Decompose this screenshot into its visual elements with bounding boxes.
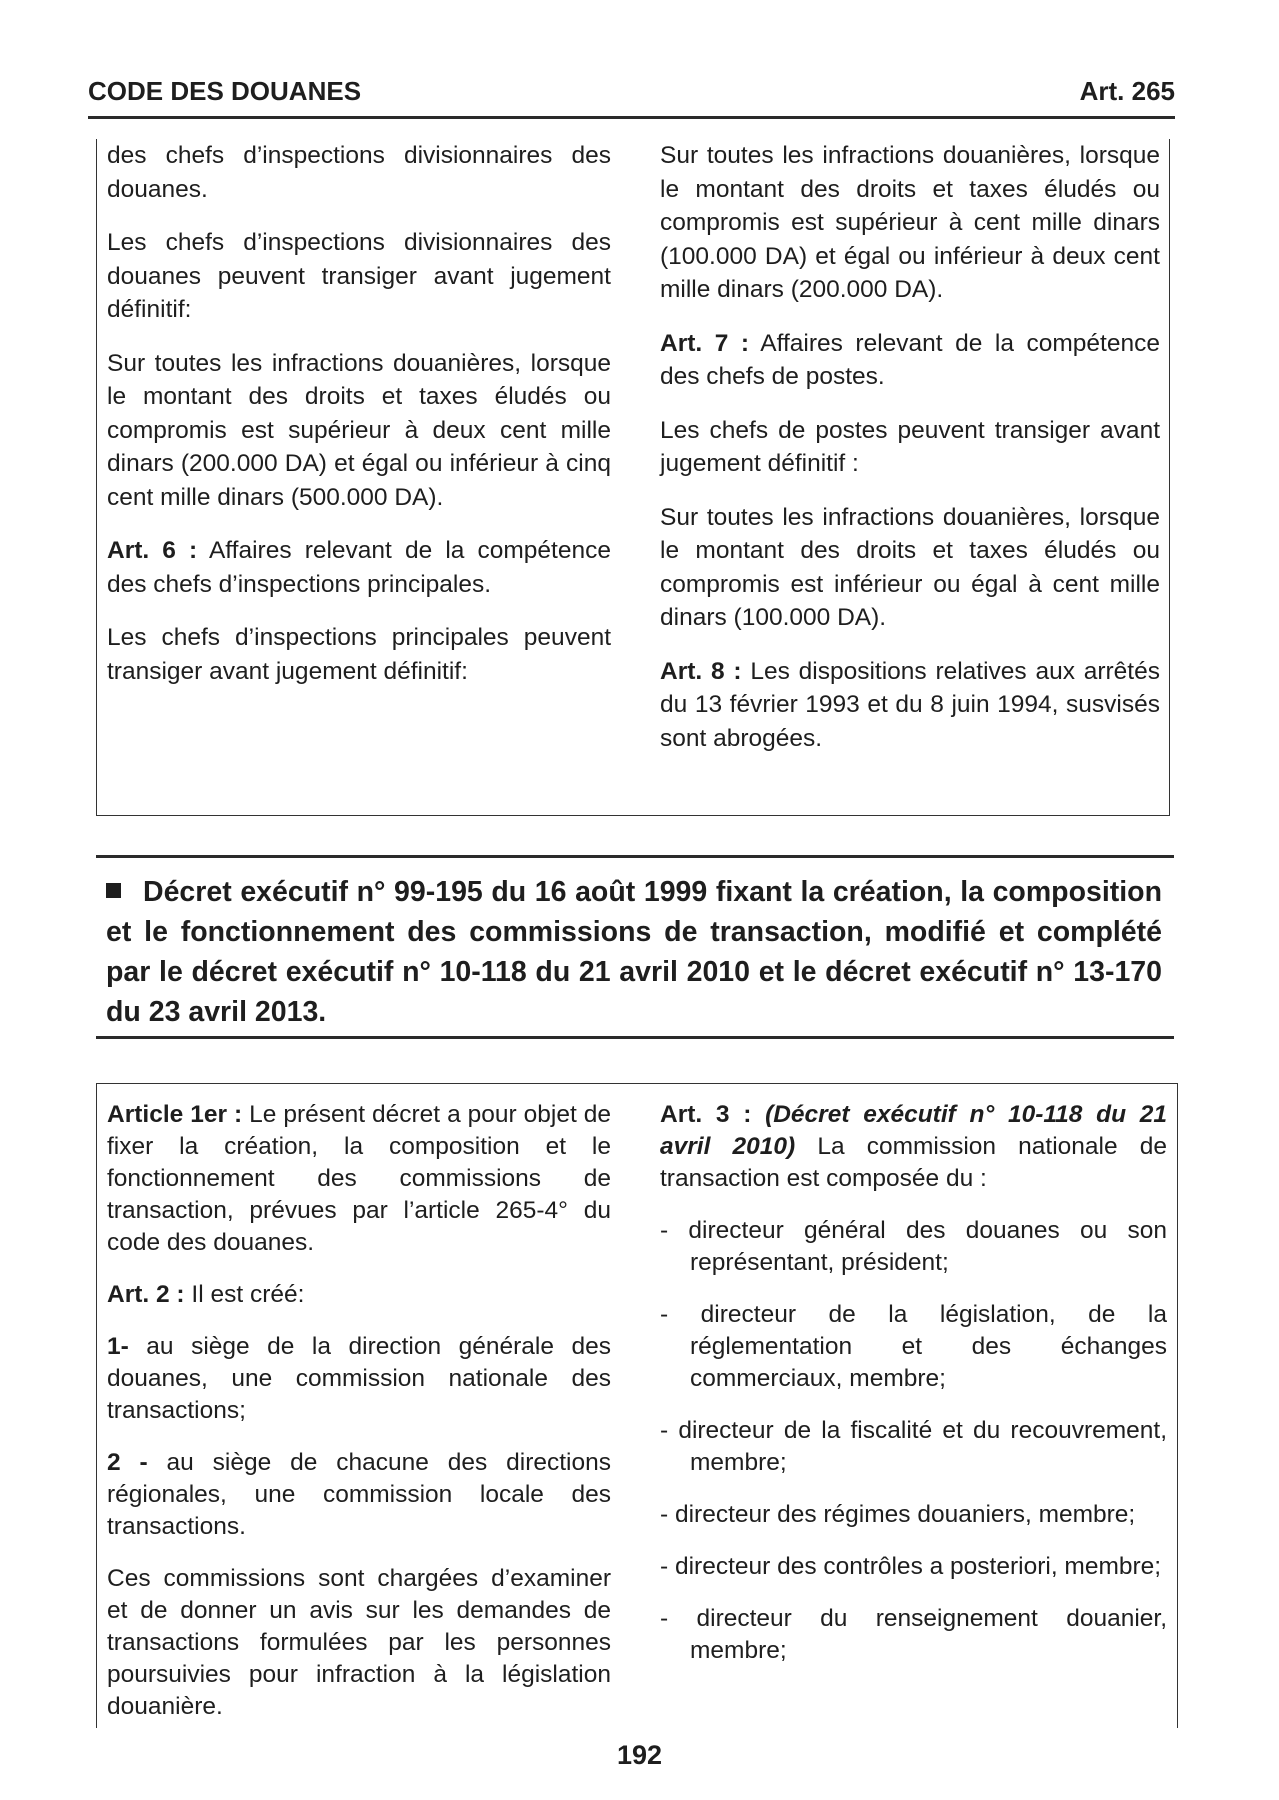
paragraph: Ces commissions sont chargées d’examiner et de donner un avis sur les demandes de transactions formulées par les personnes poursuivies pour infraction à la législation douanière. <box>107 1565 611 1720</box>
member-item: - directeur des contrôles a posteriori, membre; <box>660 1553 1162 1580</box>
member-item: - directeur de la législation, de la réglementation et des échanges commerciaux, membre; <box>660 1301 1167 1392</box>
upper-left-column <box>107 139 611 688</box>
running-title: CODE DES DOUANES <box>88 76 362 106</box>
article-text: Les dispositions relatives aux arrêtés du 13 février 1993 et du 8 juin 1994, susvisés sont abrogées. <box>660 657 1160 752</box>
decree-heading <box>96 855 1174 1039</box>
article-text: Il est créé: <box>184 1281 305 1308</box>
article-1 <box>107 1099 611 1259</box>
paragraph: Les chefs d’inspections divisionnaires des douanes peuvent transiger avant jugement définitif: <box>107 229 611 323</box>
decree-title: Décret exécutif n° 99-195 du 16 août 1999 fixant la création, la composition et le fonctionnement des commissions de transaction, modifié et complété par le décret exécutif n° 10-118 du 21 avril 2010 et le décret exécutif n° 13-170 du 23 avril 2013. <box>106 876 1162 1028</box>
item-label: 1- <box>107 1333 129 1360</box>
item-label: 2 - <box>107 1449 148 1476</box>
member-item: - directeur des régimes douaniers, membre; <box>660 1501 1136 1528</box>
member-item: - directeur général des douanes ou son représentant, président; <box>660 1217 1167 1276</box>
page-header <box>88 76 1175 119</box>
article-reference: (Décret exécutif n° 10-118 du 21 avril 2010) <box>660 1101 1167 1160</box>
item-text: au siège de chacune des directions régionales, une commission locale des transactions. <box>107 1449 611 1540</box>
member-item: - directeur de la fiscalité et du recouvrement, membre; <box>660 1417 1167 1476</box>
list-item <box>107 1331 611 1427</box>
article-2 <box>107 1279 611 1311</box>
list-item <box>107 1447 611 1543</box>
paragraph: Sur toutes les infractions douanières, lorsque le montant des droits et taxes éludés ou compromis est inférieur ou égal à cent mille dinars (100.000 DA). <box>660 503 1160 631</box>
upper-text-box <box>96 139 1170 816</box>
article-6 <box>107 534 611 601</box>
article-7 <box>660 327 1160 394</box>
upper-right-column <box>660 139 1160 755</box>
article-reference: Art. 265 <box>1079 76 1175 106</box>
square-bullet-icon <box>106 883 121 898</box>
lower-text-box <box>96 1083 1178 1728</box>
paragraph: des chefs d’inspections divisionnaires des douanes. <box>107 142 611 203</box>
article-text: Affaires relevant de la compétence des chefs de postes. <box>660 329 1160 390</box>
article-8 <box>660 655 1160 756</box>
decree-title-block <box>106 872 1162 1032</box>
article-label: Art. 8 : <box>660 657 742 685</box>
paragraph: Les chefs de postes peuvent transiger avant jugement définitif : <box>660 416 1160 477</box>
item-text: au siège de la direction générale des douanes, une commission nationale des transactions; <box>107 1333 611 1424</box>
article-text: La commission nationale de transaction est composée du : <box>660 1133 1167 1192</box>
lower-right-column <box>660 1099 1167 1667</box>
article-text: Le présent décret a pour objet de fixer la création, la composition et le fonctionnement des commissions de transaction, prévues par l’article 265-4° du code des douanes. <box>107 1101 611 1256</box>
paragraph: Sur toutes les infractions douanières, lorsque le montant des droits et taxes éludés ou compromis est supérieur à deux cent mille dinars (200.000 DA) et égal ou inférieur à cinq cent mille dinars (500.000 DA). <box>107 349 611 511</box>
paragraph: Sur toutes les infractions douanières, lorsque le montant des droits et taxes éludés ou compromis est supérieur à cent mille dinars (100.000 DA) et égal ou inférieur à deux cent mille dinars (200.000 DA). <box>660 142 1160 303</box>
article-label: Art. 3 : <box>660 1101 752 1128</box>
article-label: Art. 6 : <box>107 537 198 564</box>
article-label: Article 1er : <box>107 1101 243 1128</box>
lower-left-column <box>107 1099 611 1723</box>
member-item: - directeur du renseignement douanier, membre; <box>660 1605 1167 1664</box>
paragraph: Les chefs d’inspections principales peuvent transiger avant jugement définitif: <box>107 624 611 685</box>
article-label: Art. 7 : <box>660 329 750 357</box>
article-text: Affaires relevant de la compétence des chefs d’inspections principales. <box>107 537 611 598</box>
page-number: 192 <box>616 1740 663 1770</box>
article-label: Art. 2 : <box>107 1281 185 1308</box>
article-3 <box>660 1099 1167 1195</box>
